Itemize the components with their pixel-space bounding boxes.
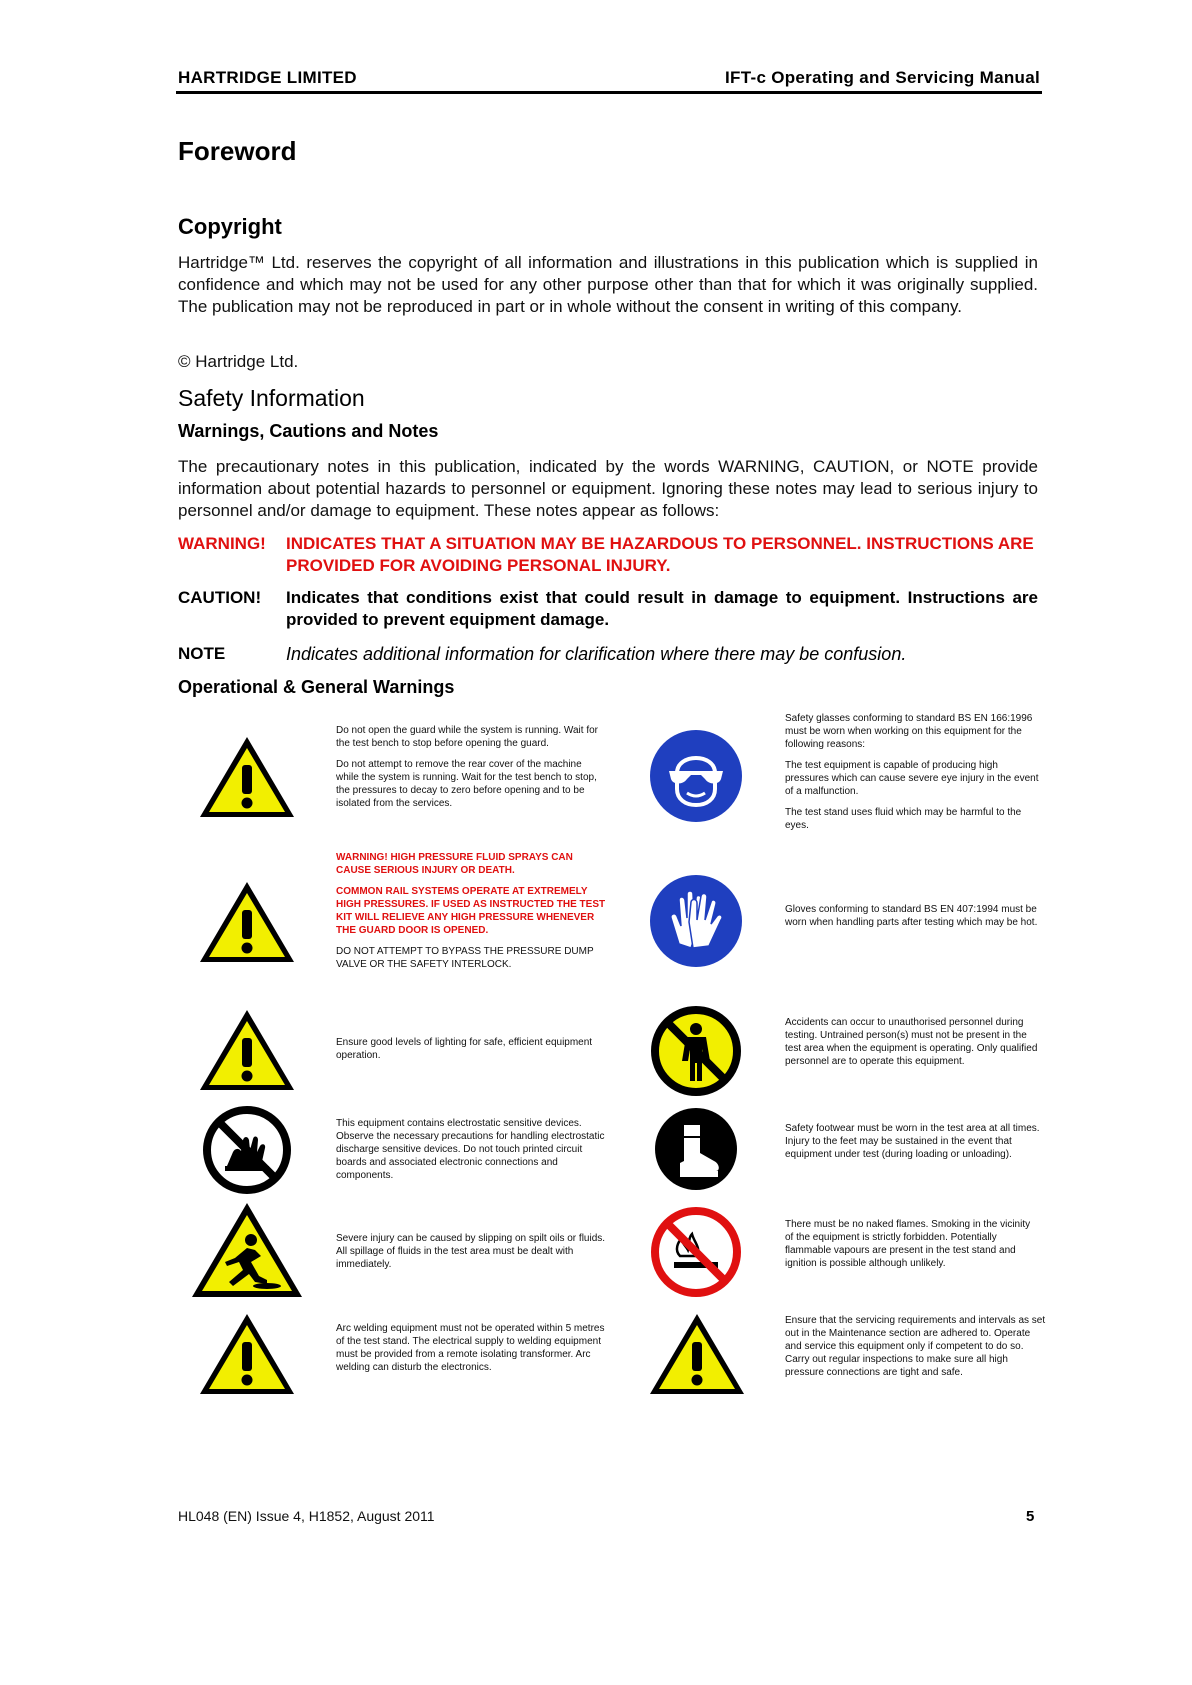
copyright-body: Hartridge™ Ltd. reserves the copyright of all information and illustrations in this publication which is supplied in confidence and which may not be used for any other purpose other than that for which it was originally supplied. The publication may not be reproduced in part or in whole without the consent in writing of this company. — [178, 253, 1038, 316]
page-number: 5 — [1026, 1508, 1035, 1525]
slip-warning-text — [336, 1232, 611, 1279]
unauthorised-warning-text — [785, 1016, 1043, 1076]
safety-heading: Safety Information — [178, 385, 365, 411]
gloves-icon — [649, 874, 743, 968]
note-key: NOTE — [178, 644, 226, 663]
precaution-intro: The precautionary notes in this publication, indicated by the words WARNING, CAUTION, or NOTE provide information about potential hazards to personnel or equipment. Ignoring these notes may lead to serious injury to personnel and/or damage to equipment. These notes appear as follows: — [178, 457, 1038, 520]
warning-triangle-icon — [197, 733, 297, 821]
servicing-warning-p1: Ensure that the servicing requirements and intervals as set out in the Maintenance section are adhered to. Operate and service this equipment only if competent to do so. Carry out regular inspections to make sure all high pressure connections are tight and safe. — [785, 1315, 1046, 1378]
lighting-warning-p1: Ensure good levels of lighting for safe, efficient equipment operation. — [336, 1037, 593, 1061]
lighting-warning-text — [336, 1036, 596, 1070]
warning-triangle-icon — [197, 878, 297, 966]
high-pressure-warning-text — [336, 851, 606, 979]
page-header — [178, 66, 1040, 88]
caution-key: CAUTION! — [178, 588, 262, 607]
safety-footwear-icon — [654, 1107, 738, 1191]
glasses-warning-p1: Safety glasses conforming to standard BS EN 166:1996 must be worn when working on this equipment for the following reasons: — [785, 713, 1033, 750]
unauthorised-warning-p1: Accidents can occur to unauthorised personnel during testing. Untrained person(s) must not be present in the test area when the equipment is operating. Only qualified personnel are to operate this equipment. — [785, 1017, 1038, 1067]
esd-warning-p1: This equipment contains electrostatic sensitive devices. Observe the necessary precautions for handling electrostatic discharge sensitive devices. Do not touch printed circuit boards and associated electronic connections and components. — [336, 1118, 605, 1181]
header-rule — [176, 91, 1042, 94]
glasses-warning-p3: The test stand uses fluid which may be harmful to the eyes. — [785, 807, 1022, 831]
welding-warning-text — [336, 1322, 611, 1382]
no-unauthorised-persons-icon — [650, 1005, 742, 1097]
company-name: HARTRIDGE LIMITED — [178, 68, 357, 87]
gloves-warning-p1: Gloves conforming to standard BS EN 407:1994 must be worn when handling parts after testing which may be hot. — [785, 904, 1038, 928]
flames-warning-text — [785, 1218, 1040, 1278]
copyright-heading: Copyright — [178, 214, 282, 239]
no-naked-flames-icon — [650, 1206, 742, 1298]
high-pressure-red-1: WARNING! HIGH PRESSURE FLUID SPRAYS CAN CAUSE SERIOUS INJURY OR DEATH. — [336, 852, 573, 876]
document-reference: HL048 (EN) Issue 4, H1852, August 2011 — [178, 1508, 435, 1524]
operational-heading: Operational & General Warnings — [178, 677, 455, 697]
note-text: Indicates additional information for clarification where there may be confusion. — [286, 644, 907, 664]
warning-triangle-icon — [197, 1006, 297, 1094]
caution-text: Indicates that conditions exist that could result in damage to equipment. Instructions are provided to prevent equipment damage. — [286, 588, 1038, 629]
copyright-mark: © Hartridge Ltd. — [178, 352, 299, 371]
slip-hazard-icon — [189, 1200, 305, 1300]
no-touch-esd-icon — [203, 1106, 291, 1194]
welding-warning-p1: Arc welding equipment must not be operated within 5 metres of the test stand. The electrical supply to welding equipment must be provided from a remote isolating transformer. Arc welding can disturb the electronics. — [336, 1323, 605, 1373]
glasses-warning-p2: The test equipment is capable of producing high pressures which can cause severe eye injury in the event of a malfunction. — [785, 760, 1039, 797]
esd-warning-text — [336, 1117, 611, 1190]
warning-triangle-icon — [647, 1310, 747, 1398]
manual-title: IFT-c Operating and Servicing Manual — [725, 68, 1040, 87]
page-title: Foreword — [178, 136, 297, 166]
glasses-warning-text — [785, 712, 1040, 840]
gloves-warning-text — [785, 903, 1040, 937]
warning-text: INDICATES THAT A SITUATION MAY BE HAZARDOUS TO PERSONNEL. INSTRUCTIONS ARE PROVIDED FOR AVOIDING PERSONAL INJURY. — [286, 534, 1034, 575]
guard-warning-p2: Do not attempt to remove the rear cover of the machine while the system is running. Wait for the test bench to stop, the pressures to decay to zero before opening and to be isolated from the services. — [336, 759, 597, 809]
safety-glasses-icon — [649, 729, 743, 823]
high-pressure-red-2: COMMON RAIL SYSTEMS OPERATE AT EXTREMELY HIGH PRESSURES. IF USED AS INSTRUCTED THE TEST KIT WILL RELIEVE ANY HIGH PRESSURE WHENEVER THE GUARD DOOR IS OPENED. — [336, 886, 606, 936]
footwear-warning-text — [785, 1122, 1040, 1169]
servicing-warning-text — [785, 1314, 1047, 1387]
guard-warning-text — [336, 724, 606, 818]
slip-warning-p1: Severe injury can be caused by slipping on spilt oils or fluids. All spillage of fluids in the test area must be dealt with immediately. — [336, 1233, 606, 1270]
footwear-warning-p1: Safety footwear must be worn in the test area at all times. Injury to the feet may be sustained in the event that equipment under test (during loading or unloading). — [785, 1123, 1040, 1160]
notes-subheading: Warnings, Cautions and Notes — [178, 421, 439, 441]
warning-triangle-icon — [197, 1310, 297, 1398]
guard-warning-p1: Do not open the guard while the system is running. Wait for the test bench to stop before opening the guard. — [336, 725, 598, 749]
bypass-warning: DO NOT ATTEMPT TO BYPASS THE PRESSURE DUMP VALVE OR THE SAFETY INTERLOCK. — [336, 946, 594, 970]
flames-warning-p1: There must be no naked flames. Smoking in the vicinity of the equipment is strictly forbidden. Potentially flammable vapours are present in the test stand and ignition is possible although unlikely. — [785, 1219, 1031, 1269]
warning-key: WARNING! — [178, 534, 266, 553]
